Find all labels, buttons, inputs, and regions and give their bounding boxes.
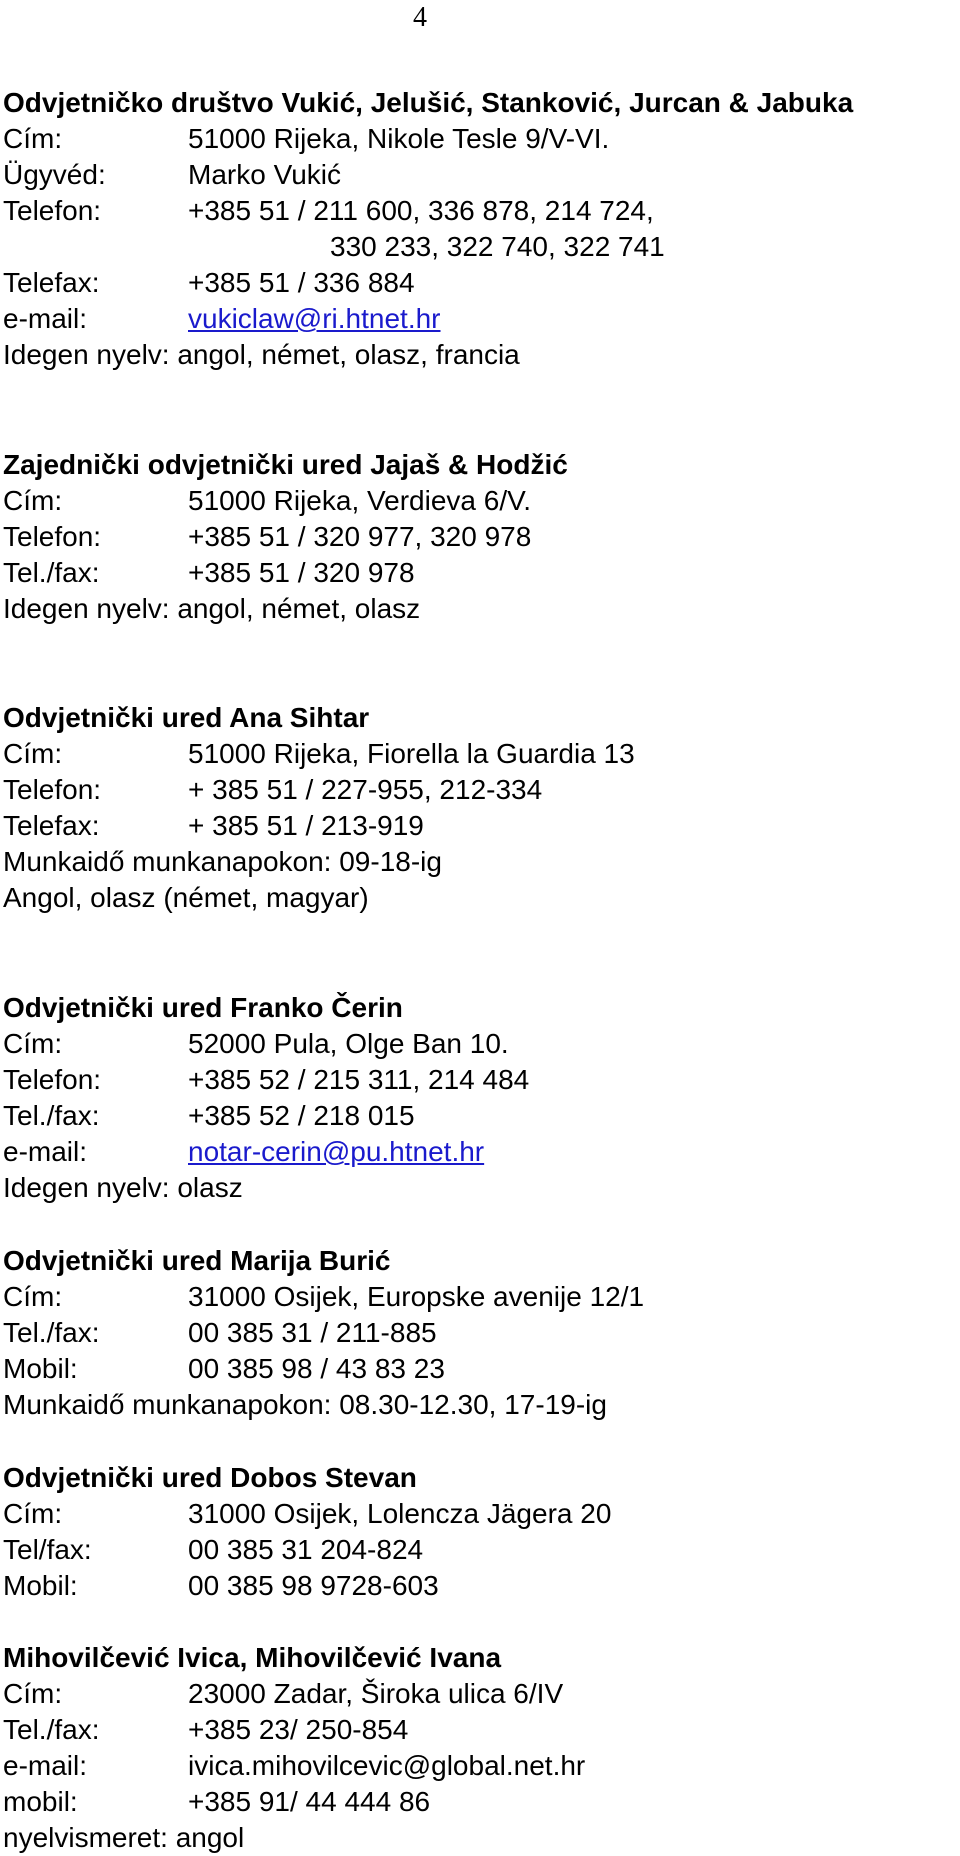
telfax-row	[3, 1098, 960, 1134]
languages: Idegen nyelv: angol, német, olasz, francia	[3, 339, 520, 370]
telfax-row	[3, 1712, 960, 1748]
fax-value: +385 51 / 336 884	[188, 267, 415, 298]
phone-label: Telefon:	[3, 195, 102, 226]
address-label: Cím:	[3, 1281, 63, 1312]
lawyer-value: Marko Vukić	[188, 159, 342, 190]
mobile-value: +385 91/ 44 444 86	[188, 1786, 431, 1817]
mobile-label: Mobil:	[3, 1570, 78, 1601]
address-row	[3, 1676, 960, 1712]
languages: Angol, olasz (német, magyar)	[3, 882, 369, 913]
languages: nyelvismeret: angol	[3, 1822, 245, 1853]
lawyer-row	[3, 157, 960, 193]
phone-value: +385 51 / 211 600, 336 878, 214 724,	[188, 195, 654, 226]
address-label: Cím:	[3, 1028, 63, 1059]
fax-value: + 385 51 / 213-919	[188, 810, 424, 841]
address-label: Cím:	[3, 485, 63, 516]
phone-label: Telefon:	[3, 1064, 102, 1095]
address-label: Cím:	[3, 738, 63, 769]
email-label: e-mail:	[3, 1750, 88, 1781]
email-label: e-mail:	[3, 1136, 88, 1167]
phone-continuation: 330 233, 322 740, 322 741	[330, 231, 665, 262]
email-row	[3, 1748, 960, 1784]
telfax-label: Tel./fax:	[3, 1317, 100, 1348]
address-row	[3, 736, 960, 772]
telfax-row	[3, 1315, 960, 1351]
phone-row	[3, 772, 960, 808]
telfax-label: Tel./fax:	[3, 1714, 100, 1745]
email-label: e-mail:	[3, 303, 88, 334]
email-link[interactable]: vukiclaw@ri.htnet.hr	[188, 303, 441, 334]
telfax-label: Tel/fax:	[3, 1534, 92, 1565]
languages: Idegen nyelv: olasz	[3, 1172, 243, 1203]
languages: Idegen nyelv: angol, német, olasz	[3, 593, 421, 624]
phone-row	[3, 1062, 960, 1098]
entry-title: Odvjetnički ured Ana Sihtar	[3, 702, 370, 733]
lawyer-label: Ügyvéd:	[3, 159, 106, 190]
phone-row	[3, 519, 960, 555]
email-link[interactable]: notar-cerin@pu.htnet.hr	[188, 1136, 485, 1167]
email-value: ivica.mihovilcevic@global.net.hr	[188, 1750, 586, 1781]
mobile-row	[3, 1351, 960, 1387]
phone-value: + 385 51 / 227-955, 212-334	[188, 774, 543, 805]
address-value: 51000 Rijeka, Fiorella la Guardia 13	[188, 738, 635, 769]
phone-label: Telefon:	[3, 521, 102, 552]
address-row	[3, 1496, 960, 1532]
address-label: Cím:	[3, 1678, 63, 1709]
telfax-value: +385 51 / 320 978	[188, 557, 415, 588]
directory-entry-vukic	[3, 85, 960, 373]
phone-continuation-row	[3, 229, 960, 265]
entry-title: Mihovilčević Ivica, Mihovilčević Ivana	[3, 1642, 502, 1673]
telfax-row	[3, 1532, 960, 1568]
mobile-value: 00 385 98 9728-603	[188, 1570, 439, 1601]
working-hours: Munkaidő munkanapokon: 09-18-ig	[3, 846, 442, 877]
address-row	[3, 121, 960, 157]
fax-label: Telefax:	[3, 267, 100, 298]
entry-title: Odvjetnički ured Marija Burić	[3, 1245, 391, 1276]
address-row	[3, 483, 960, 519]
phone-row	[3, 193, 960, 229]
directory-entry-cerin	[3, 990, 960, 1206]
entry-title: Zajednički odvjetnički ured Jajaš & Hodžić	[3, 449, 568, 480]
address-value: 51000 Rijeka, Verdieva 6/V.	[188, 485, 531, 516]
fax-label: Telefax:	[3, 810, 100, 841]
telfax-label: Tel./fax:	[3, 557, 100, 588]
telfax-row	[3, 555, 960, 591]
telfax-value: 00 385 31 / 211-885	[188, 1317, 437, 1348]
phone-value: +385 51 / 320 977, 320 978	[188, 521, 532, 552]
email-row	[3, 301, 960, 337]
address-label: Cím:	[3, 1498, 63, 1529]
phone-label: Telefon:	[3, 774, 102, 805]
telfax-value: +385 23/ 250-854	[188, 1714, 409, 1745]
mobile-label: Mobil:	[3, 1353, 78, 1384]
directory-entry-jajas-hodzic	[3, 447, 960, 627]
directory-entry-mihovilcevic	[3, 1640, 960, 1856]
mobile-row	[3, 1784, 960, 1820]
mobile-label: mobil:	[3, 1786, 78, 1817]
address-label: Cím:	[3, 123, 63, 154]
entry-title: Odvjetnički ured Dobos Stevan	[3, 1462, 417, 1493]
page-number: 4	[413, 2, 427, 33]
fax-row	[3, 265, 960, 301]
address-value: 31000 Osijek, Europske avenije 12/1	[188, 1281, 645, 1312]
address-value: 52000 Pula, Olge Ban 10.	[188, 1028, 509, 1059]
address-row	[3, 1026, 960, 1062]
address-row	[3, 1279, 960, 1315]
phone-value: +385 52 / 215 311, 214 484	[188, 1064, 530, 1095]
telfax-value: 00 385 31 204-824	[188, 1534, 424, 1565]
working-hours: Munkaidő munkanapokon: 08.30-12.30, 17-19-ig	[3, 1389, 607, 1420]
directory-entry-sihtar	[3, 700, 960, 916]
telfax-value: +385 52 / 218 015	[188, 1100, 415, 1131]
entry-title: Odvjetničko društvo Vukić, Jelušić, Stanković, Jurcan & Jabuka	[3, 87, 854, 118]
entry-title: Odvjetnički ured Franko Čerin	[3, 992, 403, 1023]
email-row	[3, 1134, 960, 1170]
fax-row	[3, 808, 960, 844]
directory-entry-dobos	[3, 1460, 960, 1604]
telfax-label: Tel./fax:	[3, 1100, 100, 1131]
address-value: 31000 Osijek, Lolencza Jägera 20	[188, 1498, 612, 1529]
mobile-value: 00 385 98 / 43 83 23	[188, 1353, 445, 1384]
mobile-row	[3, 1568, 960, 1604]
address-value: 23000 Zadar, Široka ulica 6/IV	[188, 1678, 564, 1709]
address-value: 51000 Rijeka, Nikole Tesle 9/V-VI.	[188, 123, 610, 154]
directory-entry-buric	[3, 1243, 960, 1423]
